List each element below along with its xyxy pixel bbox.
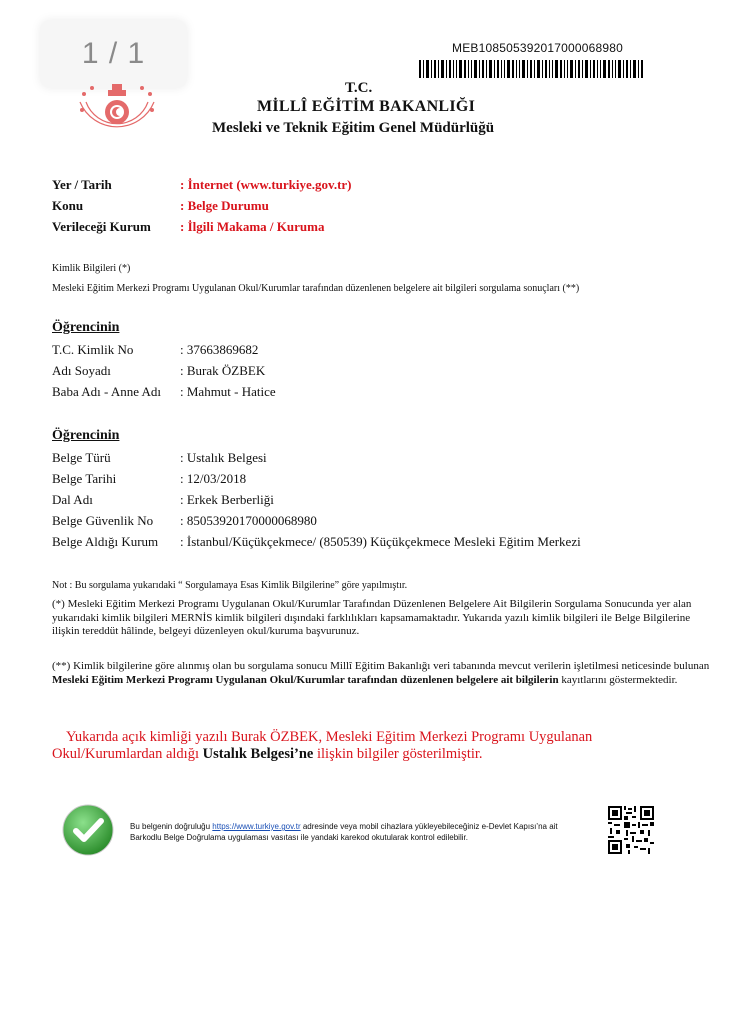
cert-label-type: Belge Türü xyxy=(52,450,111,465)
identity-note: Kimlik Bilgileri (*) xyxy=(52,263,131,274)
ministry-seal-logo xyxy=(72,82,162,152)
header-tc: T.C. xyxy=(345,80,373,96)
cert-value-type: : Ustalık Belgesi xyxy=(180,450,267,465)
statement-bold: Ustalık Belgesi’ne xyxy=(202,746,314,762)
page-indicator: 1 / 1 xyxy=(40,20,187,88)
student-label-name: Adı Soyadı xyxy=(52,363,111,378)
query-note: Mesleki Eğitim Merkezi Programı Uygulanan Okul/Kurumlar tarafından düzenlenen belgelere ait bilgileri sorgulama sonuçları (**) xyxy=(52,283,580,294)
student-value-parents: : Mahmut - Hatice xyxy=(180,384,276,399)
cert-value-date: : 12/03/2018 xyxy=(180,471,247,486)
meta-value-recipient: : İlgili Makama / Kuruma xyxy=(180,219,325,234)
directorate-title: Mesleki ve Teknik Eğitim Genel Müdürlüğü xyxy=(212,120,495,136)
meta-label-subject: Konu xyxy=(52,198,84,213)
cert-label-branch: Dal Adı xyxy=(52,492,93,507)
barcode-number: MEB108505392017000068980 xyxy=(452,41,623,55)
note-star2 xyxy=(52,660,712,687)
cert-label-security-no: Belge Güvenlik No xyxy=(52,513,154,528)
cert-value-security-no: : 85053920170000068980 xyxy=(180,513,317,528)
cert-value-institution: : İstanbul/Küçükçekmece/ (850539) Küçükçekmece Mesleki Eğitim Merkezi xyxy=(180,534,581,549)
statement-part1: Yukarıda açık kimliği yazılı Burak ÖZBEK, Mesleki Eğitim Merkezi Programı Uygulanan Okul/Kurumlardan aldığı xyxy=(52,729,593,762)
note-star2-start: (**) Kimlik bilgilerine göre alınmış olan bu sorgulama sonucu Millî Eğitim Bakanlığı veri tabanında mevcut verilerin işletilmesi neticesinde bulunan xyxy=(52,660,710,672)
student-value-id: : 37663869682 xyxy=(180,342,259,357)
barcode xyxy=(419,60,645,78)
verification-suffix: adresinde veya mobil cihazlara yükleyebileceğiniz e-Devlet Kapısı’na ait Barkodlu Belge Doğrulama uygulaması vasıtası ile yandaki karekod okutularak kontrol edilebilir. xyxy=(130,822,558,842)
student-label-parents: Baba Adı - Anne Adı xyxy=(52,384,162,399)
verification-link[interactable]: https://www.turkiye.gov.tr xyxy=(212,822,301,831)
meta-value-subject: : Belge Durumu xyxy=(180,198,269,213)
student-value-name: : Burak ÖZBEK xyxy=(180,363,266,378)
student-section-title: Öğrencinin xyxy=(52,320,120,335)
cert-label-institution: Belge Aldığı Kurum xyxy=(52,534,159,549)
verification-prefix: Bu belgenin doğruluğu xyxy=(130,822,213,831)
note-star2-end: kayıtlarını göstermektedir. xyxy=(558,673,678,686)
final-statement xyxy=(52,729,652,763)
qr-code[interactable] xyxy=(608,806,654,854)
student-label-id: T.C. Kimlik No xyxy=(52,342,134,357)
certificate-section-title: Öğrencinin xyxy=(52,428,120,443)
meta-label-place-date: Yer / Tarih xyxy=(52,177,112,192)
verification-text xyxy=(130,821,590,843)
statement-part2: ilişkin bilgiler gösterilmiştir. xyxy=(313,746,483,762)
note-star2-bold: Mesleki Eğitim Merkezi Programı Uygulanan Okul/Kurumlar tarafından düzenlenen belgelere ait bilgilerin xyxy=(52,673,559,686)
cert-label-date: Belge Tarihi xyxy=(52,471,117,486)
meta-value-place-date: : İnternet (www.turkiye.gov.tr) xyxy=(180,177,352,192)
check-icon xyxy=(62,804,114,856)
ministry-title: MİLLÎ EĞİTİM BAKANLIĞI xyxy=(257,98,476,115)
note-line: Not : Bu sorgulama yukarıdaki “ Sorgulamaya Esas Kimlik Bilgilerine” göre yapılmıştır. xyxy=(52,580,408,591)
note-star1: (*) Mesleki Eğitim Merkezi Programı Uygulanan Okul/Kurumlar Tarafından Düzenlenen Belgelere Ait Bilgilerin Sorgulama Sonucunda yer alan yukarıdaki kimlik bilgileri MERNİS kimlik bilgileri dışındaki farklılıkları kapsamamaktadır. Yukarıda yazılı kimlik bilgileri ile Belge Bilgilerine ilişkin tereddüt hâlinde, belgeyi düzenleyen okul/kuruma başvurunuz. xyxy=(52,598,692,637)
cert-value-branch: : Erkek Berberliği xyxy=(180,492,274,507)
meta-label-recipient: Verileceği Kurum xyxy=(52,219,151,234)
